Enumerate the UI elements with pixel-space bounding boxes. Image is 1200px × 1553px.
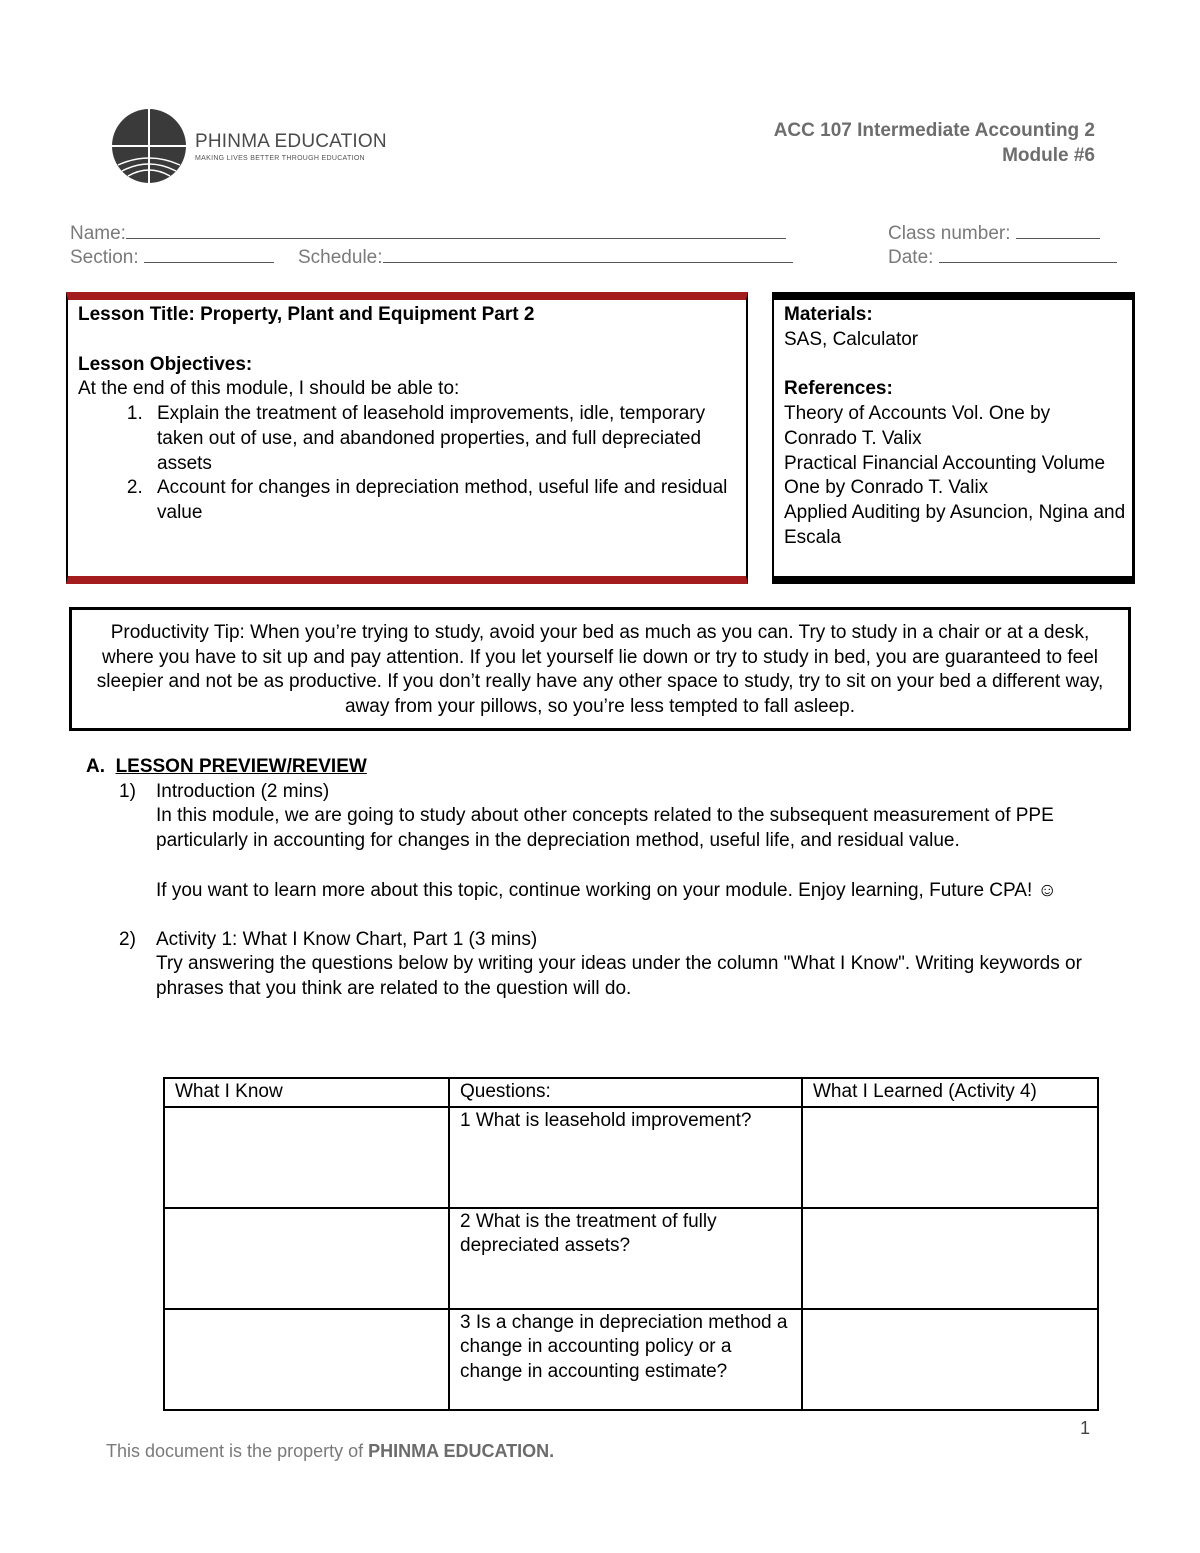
objectives-heading: Lesson Objectives: <box>78 353 253 375</box>
class-number-label: Class number: <box>888 223 1011 244</box>
footer-prefix: This document is the property of <box>106 1441 364 1461</box>
references-heading: References: <box>784 378 893 400</box>
question-cell: 2 What is the treatment of fully depreciated assets? <box>449 1208 802 1309</box>
learned-cell[interactable] <box>802 1208 1098 1309</box>
reference-item: Theory of Accounts Vol. One by Conrado T. Valix <box>784 403 1051 449</box>
name-line[interactable] <box>126 220 786 239</box>
name-field[interactable] <box>70 220 786 247</box>
reference-item: Applied Auditing by Asuncion, Ngina and Escala <box>784 501 1126 548</box>
materials-box <box>772 292 1135 584</box>
page-number: 1 <box>1080 1418 1091 1438</box>
class-number-line[interactable] <box>1016 220 1100 239</box>
date-label: Date: <box>888 247 934 268</box>
schedule-field[interactable] <box>298 244 793 271</box>
learned-cell[interactable] <box>802 1309 1098 1410</box>
reference-item: Practical Financial Accounting Volume One by Conrado T. Valix <box>784 452 1106 499</box>
logo-name: PHINMA EDUCATION <box>195 131 387 152</box>
table-row <box>164 1309 1098 1410</box>
item-number: 2) <box>119 928 136 950</box>
list-item-introduction <box>86 780 1126 904</box>
know-cell[interactable] <box>164 1208 449 1309</box>
schedule-line[interactable] <box>383 244 793 263</box>
footer-owner: PHINMA EDUCATION. <box>368 1441 555 1461</box>
objectives-list <box>78 402 736 526</box>
materials-items: SAS, Calculator <box>784 328 919 350</box>
materials-heading: Materials: <box>784 304 873 325</box>
list-item-activity <box>86 928 1126 1002</box>
name-label: Name: <box>70 223 126 244</box>
schedule-label: Schedule: <box>298 247 383 268</box>
date-field[interactable] <box>888 244 1117 271</box>
column-header-learned: What I Learned (Activity 4) <box>802 1078 1098 1107</box>
know-cell[interactable] <box>164 1309 449 1410</box>
date-line[interactable] <box>939 244 1117 263</box>
learned-cell[interactable] <box>802 1107 1098 1208</box>
know-cell[interactable] <box>164 1107 449 1208</box>
section-letter: A. <box>86 756 105 777</box>
section-label: Section: <box>70 247 139 268</box>
objective-item: 1. Explain the treatment of leasehold improvements, idle, temporary taken out of use, and abandoned properties, and full depreciated assets <box>148 402 736 476</box>
lesson-title: Lesson Title: Property, Plant and Equipment Part 2 <box>78 304 535 325</box>
what-i-know-table <box>163 1077 1099 1411</box>
table-row <box>164 1208 1098 1309</box>
question-cell: 3 Is a change in depreciation method a change in accounting policy or a change in accounting estimate? <box>449 1309 802 1410</box>
tip-text: Productivity Tip: When you’re trying to study, avoid your bed as much as you can. Try to study in a chair or at a desk, where you have to sit up and pay attention. If you let yourself lie down or try to study in bed, you are guaranteed to feel sleepier and not be as productive. If you don’t really have any other space to study, try to sit on your bed a different way, away from your pillows, so you’re less tempted to fall asleep. <box>96 622 1104 718</box>
item-heading: Introduction (2 mins) <box>156 780 330 802</box>
objectives-intro: At the end of this module, I should be able to: <box>78 378 460 400</box>
item-body-closing: If you want to learn more about this topic, continue working on your module. Enjoy learning, Future CPA! ☺ <box>156 879 1057 901</box>
logo-tagline: MAKING LIVES BETTER THROUGH EDUCATION <box>195 155 365 162</box>
column-header-questions: Questions: <box>449 1078 802 1107</box>
phinma-logo <box>108 105 387 187</box>
class-number-field[interactable] <box>888 220 1100 247</box>
item-heading: Activity 1: What I Know Chart, Part 1 (3 mins) <box>156 928 538 950</box>
column-header-know: What I Know <box>164 1078 449 1107</box>
item-number: 1) <box>119 780 136 802</box>
lesson-box <box>66 292 748 584</box>
section-a-title <box>86 755 1126 780</box>
productivity-tip <box>69 607 1131 731</box>
item-body: In this module, we are going to study about other concepts related to the subsequent measurement of PPE particularly in accounting for changes in the depreciation method, useful life, and residual value. <box>156 805 1054 852</box>
table-row <box>164 1107 1098 1208</box>
section-field[interactable] <box>70 244 274 271</box>
question-cell: 1 What is leasehold improvement? <box>449 1107 802 1208</box>
section-heading: LESSON PREVIEW/REVIEW <box>115 756 367 777</box>
table-header-row <box>164 1078 1098 1107</box>
footer <box>106 1439 554 1464</box>
section-a <box>86 755 1126 1002</box>
section-line[interactable] <box>144 244 274 263</box>
item-body: Try answering the questions below by writing your ideas under the column "What I Know". Writing keywords or phrases that you think are related to the question will do. <box>156 953 1082 999</box>
course-header <box>774 118 1095 168</box>
objective-item: 2. Account for changes in depreciation method, useful life and residual value <box>148 476 736 525</box>
globe-icon <box>108 105 190 187</box>
module-number: Module #6 <box>1002 145 1095 166</box>
course-title: ACC 107 Intermediate Accounting 2 <box>773 120 1095 141</box>
